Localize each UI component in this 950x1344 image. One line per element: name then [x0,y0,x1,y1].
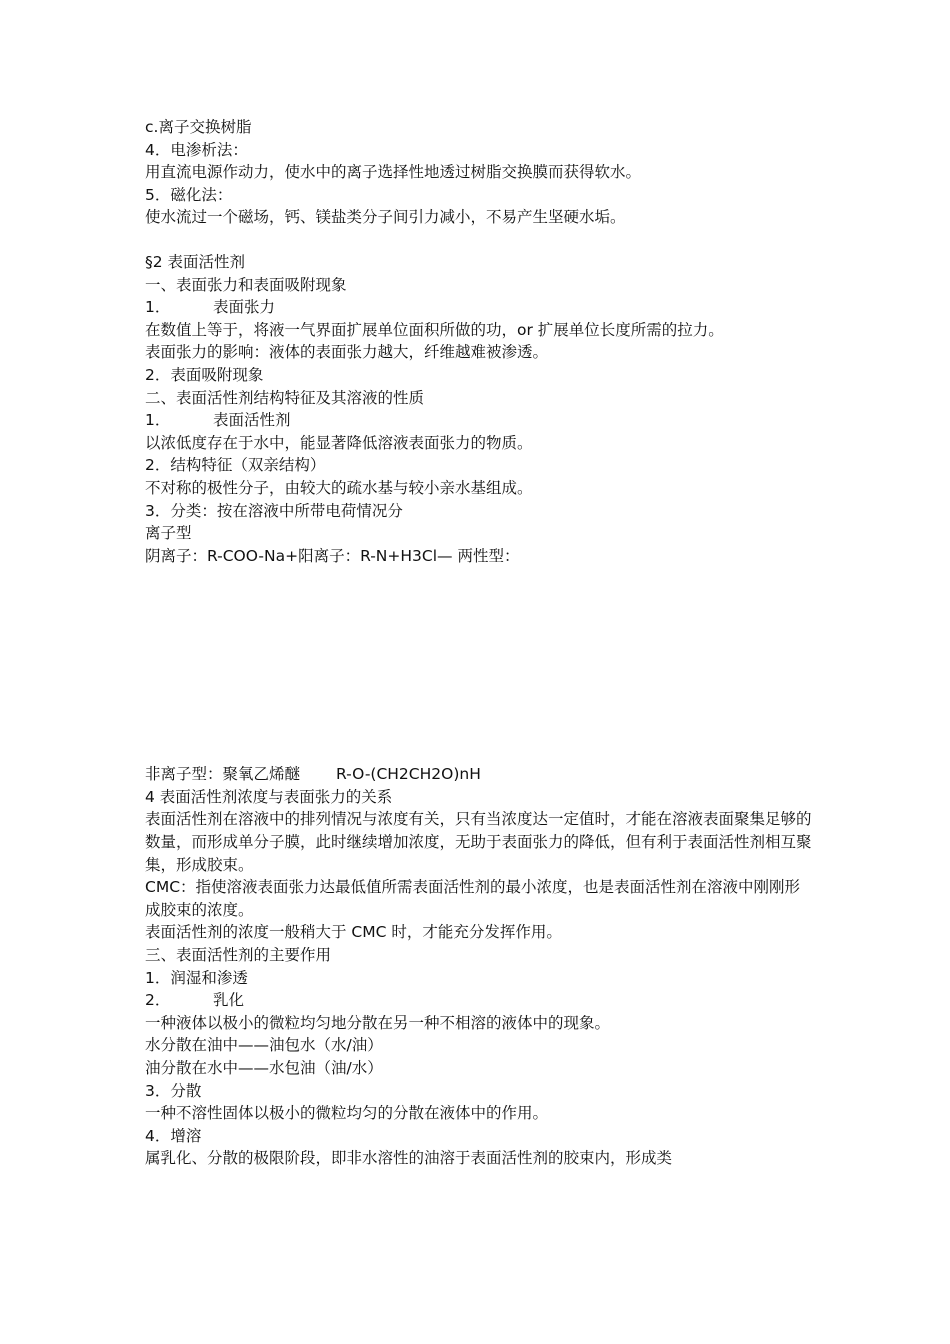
section-heading: §2 表面活性剂 [145,252,246,271]
list-heading: 2．表面吸附现象 [145,365,264,384]
list-heading: 4 表面活性剂浓度与表面张力的关系 [145,787,393,806]
text-line: 一种不溶性固体以极小的微粒均匀的分散在液体中的作用。 [145,1104,549,1123]
text-line: 阴离子：R-COO-Na+阳离子：R-N+H3Cl— 两性型： [145,546,520,565]
subsection-heading: 三、表面活性剂的主要作用 [145,946,332,965]
list-heading: 2．结构特征（双亲结构） [145,456,326,475]
list-heading: 4．增溶 [145,1126,202,1145]
text-line: 一种液体以极小的微粒均匀地分散在另一种不相溶的液体中的现象。 [145,1013,611,1032]
text-line: 油分散在水中——水包油（油/水） [145,1059,383,1077]
text-line: 不对称的极性分子，由较大的疏水基与较小亲水基组成。 [145,478,533,497]
numbered-heading [145,989,815,1012]
document-body [145,116,815,1170]
text-line: 使水流过一个磁场，钙、镁盐类分子间引力减小，不易产生坚硬水垢。 [145,208,626,227]
figure-blank-space [145,567,815,763]
list-heading-text: 表面张力 [213,298,276,317]
list-heading: 3．分类：按在溶液中所带电荷情况分 [145,501,403,520]
list-number: 2． [145,991,171,1010]
list-heading: 4．电渗析法： [145,140,248,159]
text-line: 表面张力的影响：液体的表面张力越大，纤维越难被渗透。 [145,343,549,362]
text-line: 水分散在油中——油包水（水/油） [145,1036,383,1055]
list-heading: 1．润湿和渗透 [145,968,248,987]
text-line: 属乳化、分散的极限阶段，即非水溶性的油溶于表面活性剂的胶束内，形成类 [145,1149,673,1168]
list-heading-text: 表面活性剂 [213,411,291,430]
subsection-heading: 一、表面张力和表面吸附现象 [145,275,347,294]
list-heading: 3．分散 [145,1081,202,1100]
list-heading: 5．磁化法： [145,185,233,204]
subsection-heading: 二、表面活性剂结构特征及其溶液的性质 [145,388,425,407]
text-line: 以浓低度存在于水中，能显著降低溶液表面张力的物质。 [145,433,533,452]
list-number: 1． [145,411,171,430]
nonionic-formula: R-O-(CH2CH2O)nH [336,765,481,784]
paragraph: CMC：指使溶液表面张力达最低值所需表面活性剂的最小浓度，也是表面活性剂在溶液中刚刚形成胶束的浓度。 [145,878,801,919]
text-line: 离子型 [145,524,192,543]
text-line [145,763,815,786]
paragraph: 在数值上等于，将液一气界面扩展单位面积所做的功，or 扩展单位长度所需的拉力。 [145,320,724,339]
list-heading-text: 乳化 [213,991,245,1010]
text-line: 用直流电源作动力，使水中的离子选择性地透过树脂交换膜而获得软水。 [145,163,642,182]
text-line: 表面活性剂的浓度一般稍大于 CMC 时，才能充分发挥作用。 [145,923,562,942]
paragraph: 表面活性剂在溶液中的排列情况与浓度有关，只有当浓度达一定值时，才能在溶液表面聚集足够的数量，而形成单分子膜，此时继续增加浓度，无助于表面张力的降低，但有利于表面活性剂相互聚集，形成胶束。 [145,810,812,874]
nonionic-label: 非离子型：聚氧乙烯醚 [145,765,301,784]
paragraph-spacer [145,229,815,251]
text-line: c.离子交换树脂 [145,118,252,136]
list-number: 1． [145,298,171,317]
numbered-heading [145,409,815,432]
numbered-heading [145,296,815,319]
